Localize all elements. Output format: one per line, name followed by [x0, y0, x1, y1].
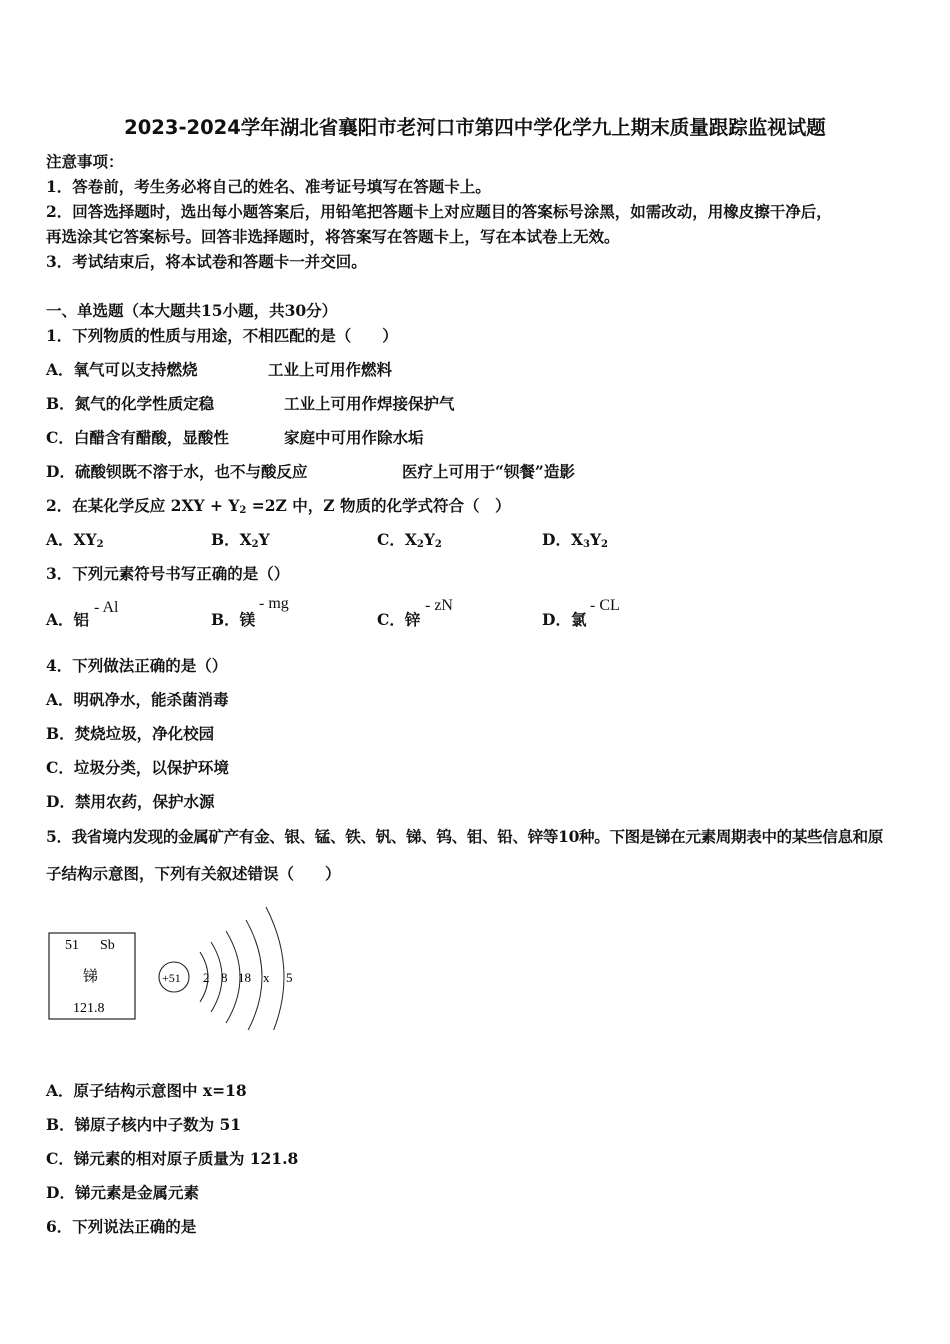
notice-item-2: 2．回答选择题时，选出每小题答案后，用铅笔把答题卡上对应题目的答案标号涂黑，如需改动，用橡皮擦干净后， — [46, 202, 832, 221]
q1-option-c-use: 家庭中可用作除水垢 — [284, 428, 424, 447]
q5-option-b: B．锑原子核内中子数为 51 — [46, 1115, 242, 1134]
q3-option-c-symbol: - zN — [425, 597, 453, 614]
page-title: 2023-2024学年湖北省襄阳市老河口市第四中学化学九上期末质量跟踪监视试题 — [124, 116, 826, 139]
shell-count-4: x — [263, 970, 270, 985]
q4-option-d: D．禁用农药，保护水源 — [46, 792, 215, 811]
q3-option-a: A．铝 — [46, 610, 90, 629]
notice-heading: 注意事项： — [46, 152, 124, 171]
q1-option-b: B．氮气的化学性质定稳 — [46, 394, 215, 413]
q2-stem: 2．在某化学反应 $2XY + Y_2 =2Z$ 中，Z 物质的化学式符合（ ） — [46, 496, 511, 516]
shell-count-3: 18 — [238, 970, 251, 985]
q5-option-c: C．锑元素的相对原子质量为 121.8 — [46, 1149, 299, 1168]
element-atomic-mass: 121.8 — [73, 1001, 105, 1016]
q1-option-c: C．白醋含有醋酸，显酸性 — [46, 428, 229, 447]
q6-stem: 6．下列说法正确的是 — [46, 1217, 197, 1236]
q1-option-d: D．硫酸钡既不溶于水，也不与酸反应 — [46, 462, 308, 481]
q4-stem: 4．下列做法正确的是（） — [46, 656, 228, 675]
q3-option-b: B．镁 — [211, 610, 256, 629]
q4-option-a: A．明矾净水，能杀菌消毒 — [46, 690, 229, 709]
q1-option-b-use: 工业上可用作焊接保护气 — [284, 394, 455, 413]
q1-option-a: A．氧气可以支持燃烧 — [46, 360, 198, 379]
q4-option-c: C．垃圾分类，以保护环境 — [46, 758, 229, 777]
notice-item-2-cont: 再选涂其它答案标号。回答非选择题时，将答案写在答题卡上，写在本试卷上无效。 — [46, 227, 620, 246]
q5-option-d: D．锑元素是金属元素 — [46, 1183, 199, 1202]
shell-count-1: 2 — [203, 970, 210, 985]
q1-option-a-use: 工业上可用作燃料 — [268, 360, 393, 379]
q2-option-b: B．$X_2Y$ — [211, 530, 270, 550]
q3-option-c: C．锌 — [377, 610, 421, 629]
q2-option-a: A．$XY_2$ — [46, 530, 104, 550]
q3-option-d-symbol: - CL — [590, 597, 620, 614]
notice-item-1: 1．答卷前，考生务必将自己的姓名、准考证号填写在答题卡上。 — [46, 177, 491, 196]
notice-item-3: 3．考试结束后，将本试卷和答题卡一并交回。 — [46, 252, 367, 271]
q3-option-b-symbol: - mg — [259, 595, 289, 612]
shell-count-5: 5 — [286, 970, 293, 985]
antimony-diagram — [40, 895, 320, 1030]
element-symbol: Sb — [100, 938, 115, 953]
q4-option-b: B．焚烧垃圾，净化校园 — [46, 724, 215, 743]
nucleus-charge: +51 — [162, 971, 181, 985]
q1-stem: 1．下列物质的性质与用途，不相匹配的是（ ） — [46, 326, 398, 345]
q2-option-c: C．$X_2Y_2$ — [377, 530, 442, 550]
section-heading: 一、单选题（本大题共15小题，共30分） — [46, 301, 338, 320]
q5-stem-line1: 5．我省境内发现的金属矿产有金、银、锰、铁、钒、锑、钨、钼、铅、锌等10种。下图是锑在元素周期表中的某些信息和原 — [46, 827, 884, 846]
q1-option-d-use: 医疗上可用于“钡餐”造影 — [402, 462, 575, 481]
element-name: 锑 — [83, 969, 99, 985]
element-atomic-number: 51 — [65, 938, 79, 953]
q2-option-d: D．$X_3Y_2$ — [542, 530, 608, 550]
q5-stem-line2: 子结构示意图，下列有关叙述错误（ ） — [46, 864, 341, 883]
q5-option-a: A．原子结构示意图中 x=18 — [46, 1081, 247, 1100]
electron-shell-5 — [266, 907, 284, 1030]
shell-count-2: 8 — [221, 970, 228, 985]
q3-stem: 3．下列元素符号书写正确的是（） — [46, 564, 290, 583]
q3-option-d: D．氯 — [542, 610, 587, 629]
q3-option-a-symbol: - Al — [94, 599, 119, 616]
